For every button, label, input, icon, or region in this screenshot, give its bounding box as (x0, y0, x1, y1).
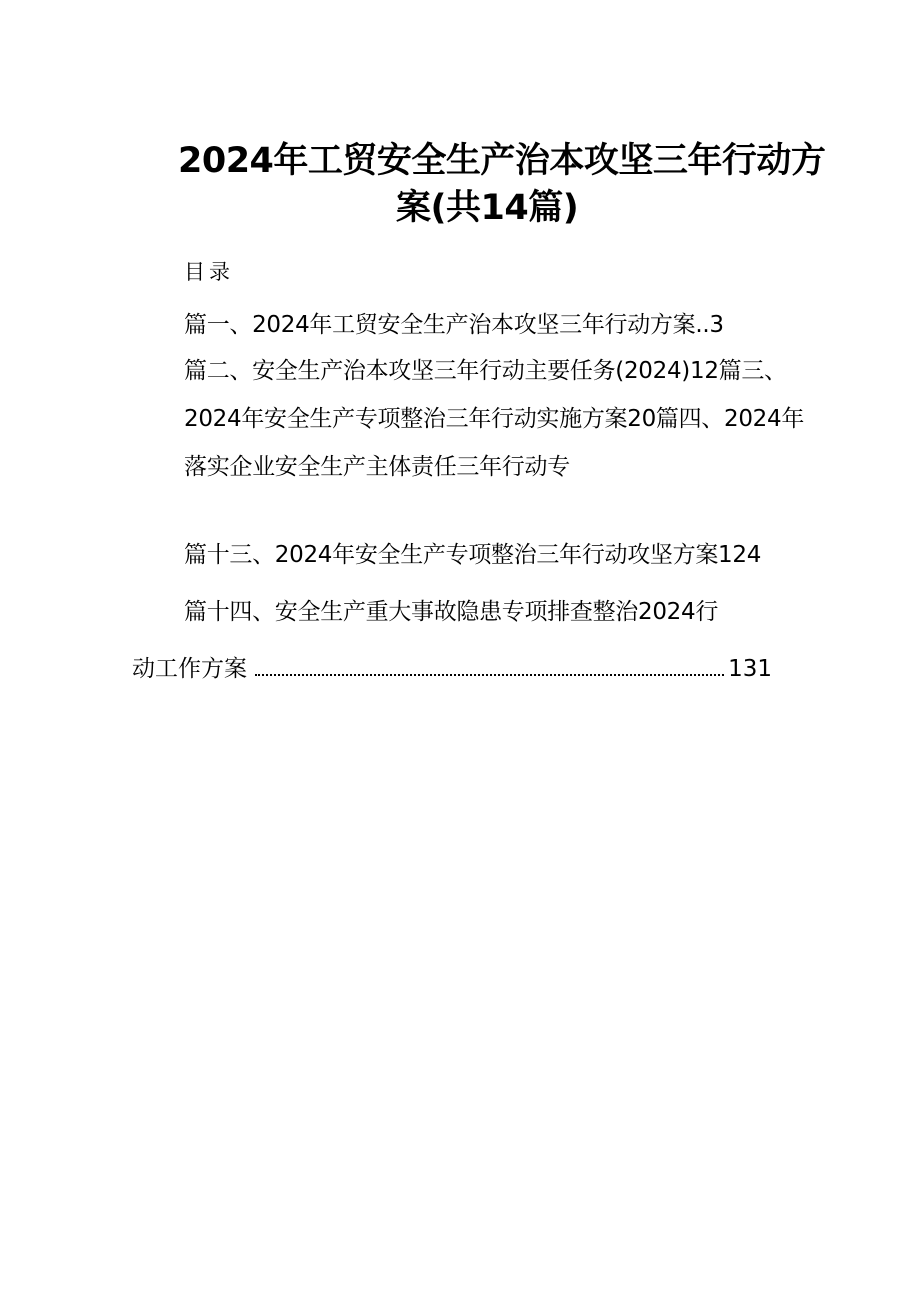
toc-heading: 目录 (184, 260, 234, 284)
toc-entry: 2024年安全生产专项整治三年行动实施方案20篇四、2024年 (184, 406, 805, 432)
toc-entry-last-text: 动工作方案 (132, 656, 247, 682)
toc-dot-leader (255, 673, 724, 676)
toc-entry: 落实企业安全生产主体责任三年行动专 (184, 454, 570, 480)
toc-entry: 篇十三、2024年安全生产专项整治三年行动攻坚方案124 (184, 542, 762, 568)
toc-entry-last (132, 650, 772, 683)
toc-entry: 篇一、2024年工贸安全生产治本攻坚三年行动方案..3 (184, 312, 724, 338)
toc-entry-last-page: 131 (728, 656, 772, 682)
toc-entry: 篇十四、安全生产重大事故隐患专项排查整治2024行 (184, 599, 719, 625)
document-title-line-1: 2024年工贸安全生产治本攻坚三年行动方 (178, 141, 826, 181)
document-title-line-2: 案(共14篇) (396, 188, 579, 228)
toc-entry: 篇二、安全生产治本攻坚三年行动主要任务(2024)12篇三、 (184, 358, 787, 384)
